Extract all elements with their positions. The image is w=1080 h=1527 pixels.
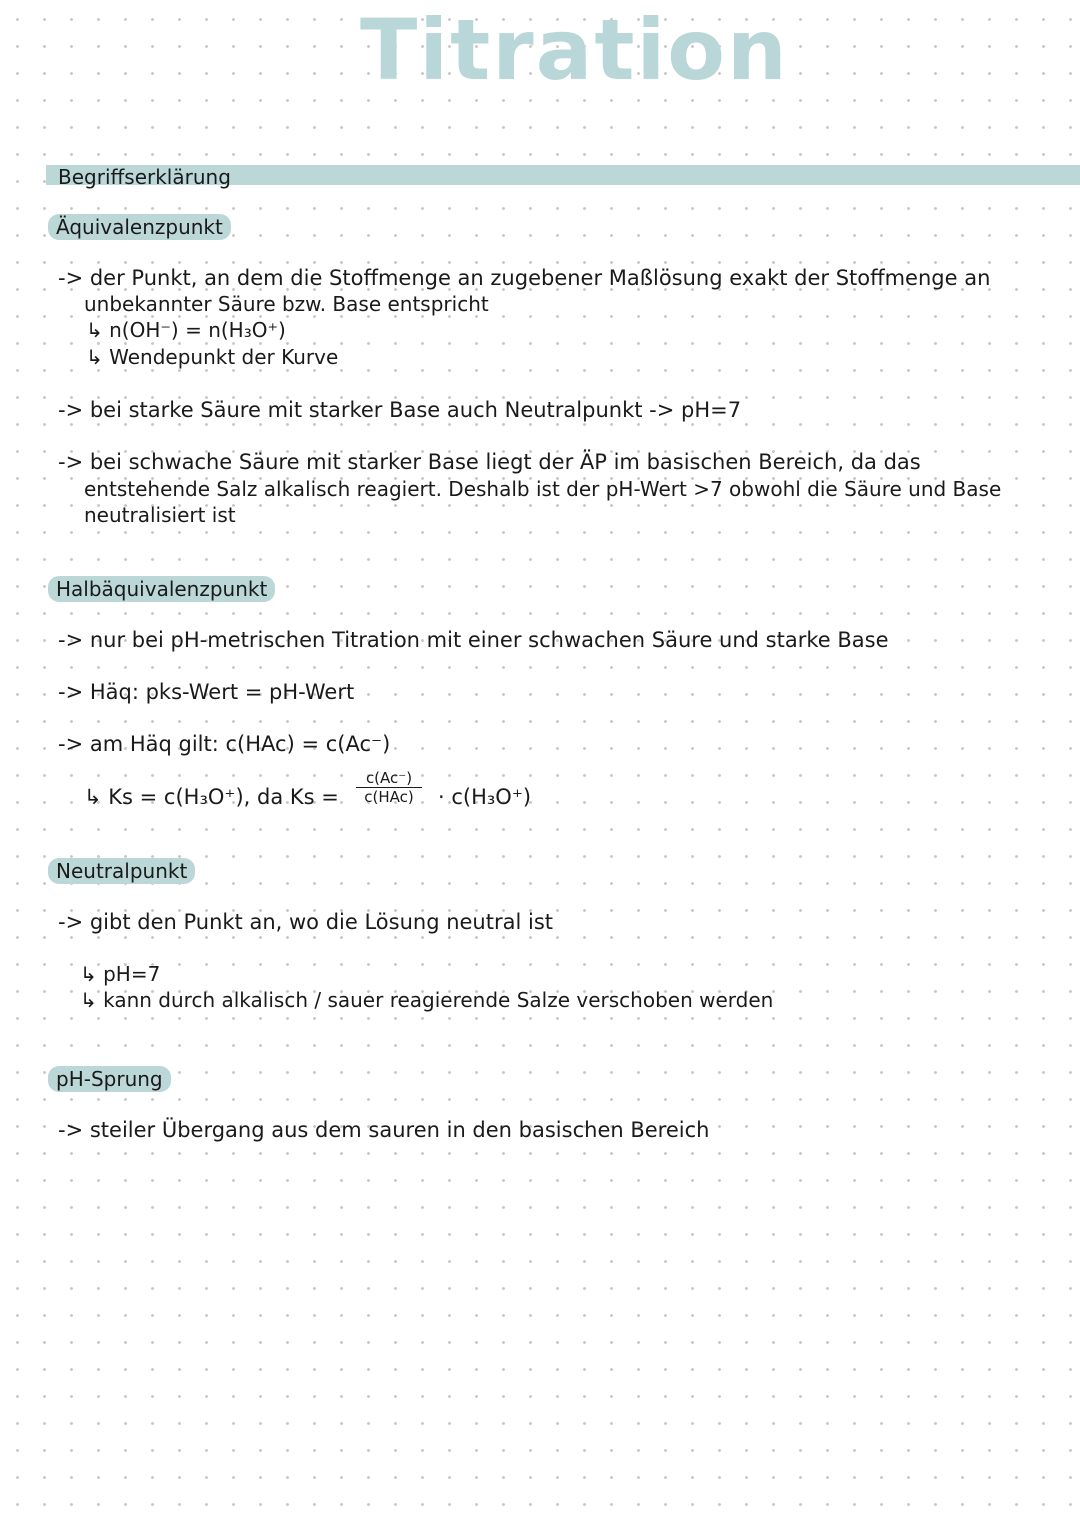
aequivalenz-line-6: -> bei schwache Säure mit starker Base liegt der ÄP im basischen Bereich, da das [58, 450, 921, 474]
halbaequivalenz-line-3: -> am Häq gilt: c(HAc) = c(Ac⁻) [58, 732, 391, 756]
halbaequivalenz-line-4: ↳ Ks = c(H₃O⁺), da Ks = [84, 785, 339, 809]
aequivalenz-line-3: ↳ n(OH⁻) = n(H₃O⁺) [86, 318, 286, 342]
halbaequivalenz-line-2: -> Häq: pks-Wert = pH-Wert [58, 680, 355, 704]
heading-aequivalenzpunkt: Äquivalenzpunkt [48, 214, 231, 240]
fraction-denominator: c(HAc) [364, 788, 414, 806]
aequivalenz-line-1: -> der Punkt, an dem die Stoffmenge an zugebener Maßlösung exakt der Stoffmenge an [58, 266, 991, 290]
fraction-numerator: c(Ac⁻) [365, 769, 413, 787]
aequivalenz-line-2: unbekannter Säure bzw. Base entspricht [84, 292, 489, 316]
section-heading: Begriffserklärung [58, 165, 231, 189]
aequivalenz-line-5: -> bei starke Säure mit starker Base auch Neutralpunkt -> pH=7 [58, 398, 742, 422]
aequivalenz-line-8: neutralisiert ist [84, 503, 236, 527]
halbaequivalenz-line-4-tail: · c(H₃O⁺) [438, 785, 532, 809]
ks-fraction [356, 770, 422, 805]
neutral-line-2: ↳ pH=7 [80, 962, 161, 986]
halbaequivalenz-line-1: -> nur bei pH-metrischen Titration mit einer schwachen Säure und starke Base [58, 628, 889, 652]
neutral-line-3: ↳ kann durch alkalisch / sauer reagierende Salze verschoben werden [80, 988, 774, 1012]
page-title: Titration [360, 1, 789, 99]
ph-sprung-line-1: -> steiler Übergang aus dem sauren in den basischen Bereich [58, 1118, 710, 1142]
neutral-line-1: -> gibt den Punkt an, wo die Lösung neutral ist [58, 910, 553, 934]
heading-ph-sprung: pH-Sprung [48, 1066, 171, 1092]
aequivalenz-line-4: ↳ Wendepunkt der Kurve [86, 345, 339, 369]
aequivalenz-line-7: entstehende Salz alkalisch reagiert. Deshalb ist der pH-Wert >7 obwohl die Säure und Base [84, 477, 1002, 501]
heading-halbaequivalenzpunkt: Halbäquivalenzpunkt [48, 576, 275, 602]
heading-neutralpunkt: Neutralpunkt [48, 858, 195, 884]
